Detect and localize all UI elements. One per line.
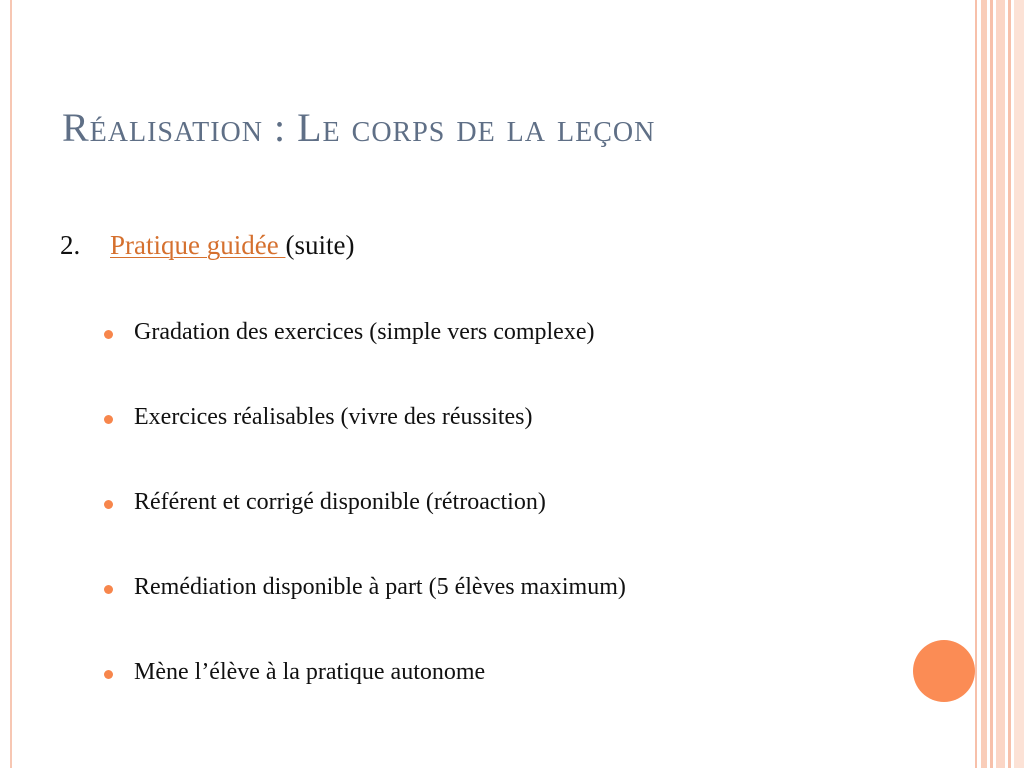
decor-stripe	[996, 0, 1005, 768]
section-suffix: (suite)	[285, 230, 355, 260]
bullet-dot-icon	[104, 500, 113, 509]
bullet-dot-icon	[104, 585, 113, 594]
decor-stripe	[1014, 0, 1024, 768]
decor-circle	[913, 640, 975, 702]
pratique-guidee-link[interactable]: Pratique guidée	[110, 230, 286, 260]
decor-stripe	[975, 0, 977, 768]
bullet-text: Référent et corrigé disponible (rétroaction)	[134, 489, 546, 515]
bullet-text: Gradation des exercices (simple vers complexe)	[134, 319, 595, 345]
bullet-dot-icon	[104, 415, 113, 424]
bullet-text: Remédiation disponible à part (5 élèves maximum)	[134, 574, 626, 600]
left-border-line	[10, 0, 12, 768]
slide-title: Réalisation : Le corps de la leçon	[62, 105, 656, 150]
decor-stripe	[990, 0, 993, 768]
bullet-dot-icon	[104, 330, 113, 339]
decor-stripe	[1008, 0, 1011, 768]
bullet-text: Mène l’élève à la pratique autonome	[134, 659, 486, 685]
bullet-dot-icon	[104, 670, 113, 679]
decor-stripe	[981, 0, 987, 768]
bullet-text: Exercices réalisables (vivre des réussites)	[134, 404, 533, 430]
section-heading	[60, 230, 354, 261]
section-number: 2.	[60, 230, 81, 260]
